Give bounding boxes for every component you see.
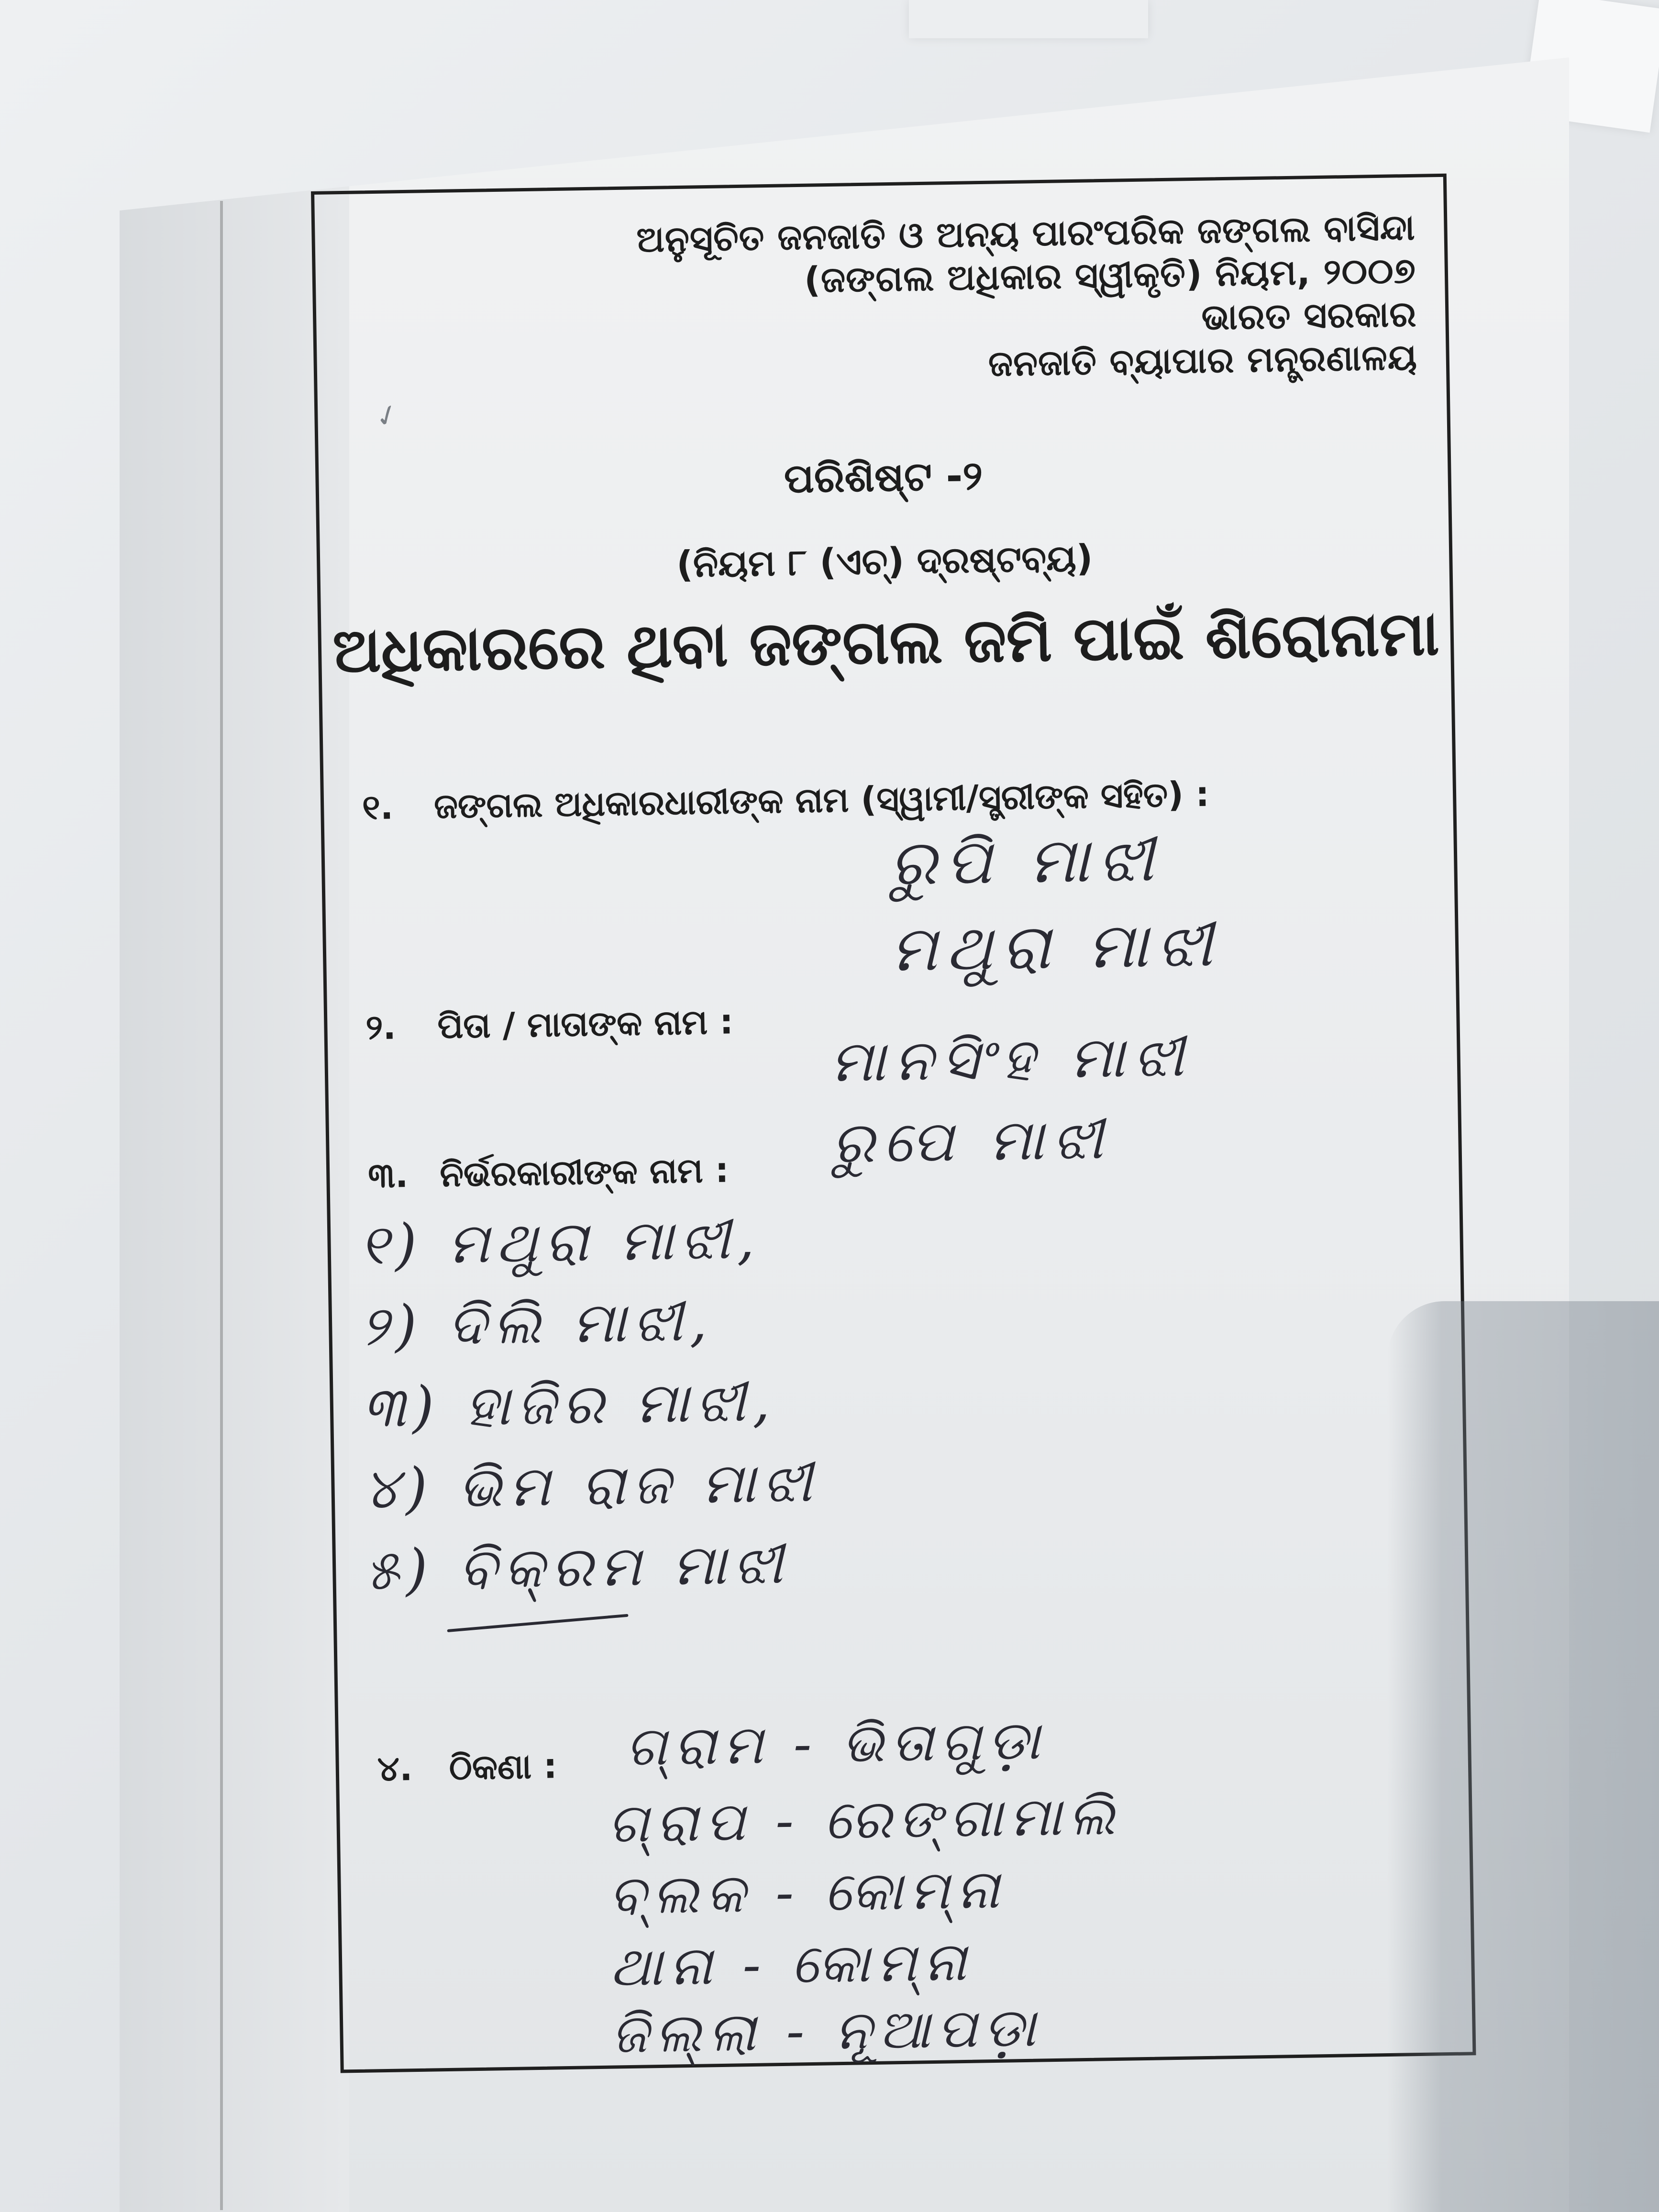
parent-name-2: ରୁପେ ମାଝୀ <box>831 1105 1112 1176</box>
field-address-number: ୪. <box>377 1748 413 1789</box>
photographer-shadow <box>1387 1301 1659 2212</box>
parent-name-1: ମାନସିଂହ ମାଝୀ <box>830 1023 1193 1095</box>
sheet-fold-line <box>220 201 223 2210</box>
field-address-label-row <box>377 1746 557 1790</box>
dependent-1: ୧) ମଥୁରା ମାଝୀ, <box>359 1206 762 1278</box>
address-block: ବ୍ଲକ - କୋମ୍ନା <box>608 1858 1006 1927</box>
field-dependents-label: ନିର୍ଭରକାରୀଙ୍କ ନାମ : <box>439 1150 730 1195</box>
header-line-act: ଅନୁସୂଚିତ ଜନଜାତି ଓ ଅନ୍ୟ ପାରଂପରିକ ଜଙ୍ଗଲ ବାସିନ୍ଦା <box>636 207 1416 261</box>
field-parent-number: ୨. <box>365 1006 397 1048</box>
holder-name-1: ରୁପି ମାଝୀ <box>889 822 1163 900</box>
address-police-station: ଥାନା - କୋମ୍ନା <box>609 1930 973 1999</box>
header-line-ministry: ଜନଜାତି ବ୍ୟାପାର ମନ୍ତ୍ରଣାଳୟ <box>988 336 1418 385</box>
field-holder-label: ଜଙ୍ଗଲ ଅଧିକାରଧାରୀଙ୍କ ନାମ (ସ୍ୱାମୀ/ସ୍ତ୍ରୀଙ୍କ ସହିତ) : <box>433 774 1210 827</box>
field-parent-label-row <box>365 1001 734 1048</box>
annex-heading: ପରିଶିଷ୍ଟ -୨ <box>784 452 983 502</box>
dependent-4: ୪) ଭିମ ରାଜ ମାଝୀ <box>363 1449 819 1522</box>
holder-name-2: ମଥୁରା ମାଝୀ <box>890 907 1222 986</box>
address-gram-panchayat: ଗ୍ରାପ - ରେଙ୍ଗାମାଲି <box>607 1784 1122 1855</box>
form-frame <box>311 174 1476 2073</box>
field-holder-number: ୧. <box>362 786 394 828</box>
header-line-government: ଭାରତ ସରକାର <box>1201 293 1417 338</box>
field-dependents-label-row <box>368 1150 730 1197</box>
dependent-3: ୩) ହାଜିର ମାଝୀ, <box>361 1369 777 1440</box>
header-line-act-title: (ଜଙ୍ଗଲ ଅଧିକାର ସ୍ୱୀକୃତି) ନିୟମ, ୨୦୦୭ <box>804 250 1416 301</box>
document-title: ଅଧିକାରରେ ଥିବା ଜଙ୍ଗଲ ଜମି ପାଇଁ ଶିରୋନାମା <box>332 598 1440 687</box>
pencil-mark: ✓ <box>370 396 405 436</box>
handwritten-stroke <box>447 1614 629 1632</box>
field-holder-label-row <box>362 774 1210 829</box>
address-village: ଗ୍ରାମ - ଭିତାଗୁଡ଼ା <box>625 1709 1047 1779</box>
background-paper-scrap <box>909 0 1148 38</box>
field-address-label: ଠିକଣା : <box>449 1746 558 1788</box>
address-district: ଜିଲ୍ଲା - ନୂଆପଡ଼ା <box>610 1996 1043 2066</box>
field-dependents-number: ୩. <box>367 1155 409 1196</box>
dependent-2: ୨) ଦିଲି ମାଝୀ, <box>360 1289 714 1359</box>
dependent-5: ୫) ବିକ୍ରମ ମାଝୀ <box>364 1531 790 1603</box>
header-block <box>636 206 1418 391</box>
field-parent-label: ପିତା / ମାତାଙ୍କ ନାମ : <box>437 1001 734 1047</box>
rule-reference: (ନିୟମ ୮ (ଏଚ୍) ଦ୍ରଷ୍ଟବ୍ୟ) <box>676 536 1094 586</box>
